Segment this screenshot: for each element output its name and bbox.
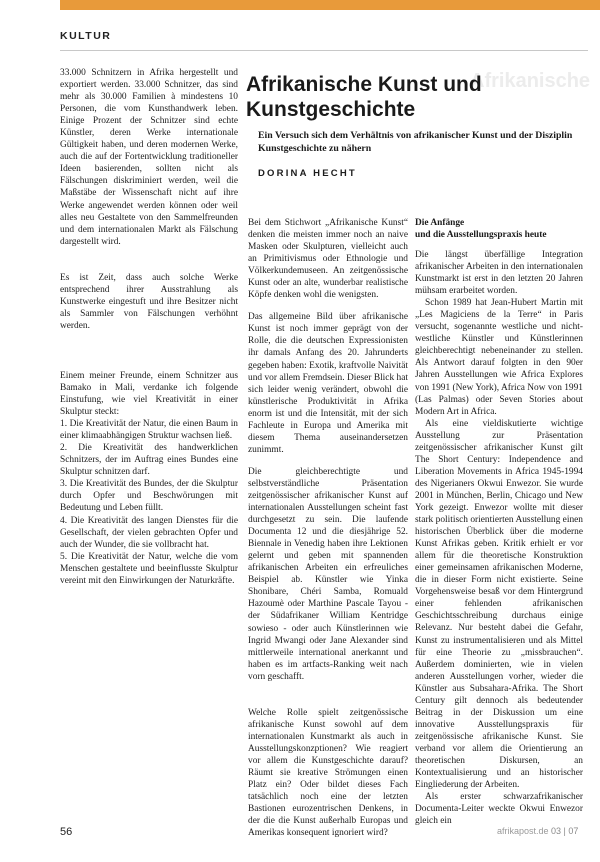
ghost-title-watermark: Afrikanische [470,70,591,92]
left-paragraph: Es ist Zeit, dass auch solche Werke entsprechend ihrer Ausstrahlung als Kunstwerke eingestuft und ihre Besitzer nicht als Sammler von Fälschungen verhöhnt werden. [60,272,238,331]
list-item: 5. Die Kreativität der Natur, welche die vom Menschen gestaltete und beeinflusste Skulptur vereint mit den Einwirkungen der Naturkräfte. [60,551,238,586]
list-item: 2. Die Kreativität des handwerklichen Schnitzers, der im Auftrag eines Bundes eine Skulptur schnitzen darf. [60,443,238,478]
subsection-heading-main: Die Anfänge [415,218,465,228]
section-divider [60,50,588,51]
right-paragraph: Die längst überfällige Integration afrikanischer Arbeiten in den internationalen Kunstmarkt ist erst in den letzten 20 Jahren mühsam erarbeitet worden. [415,250,583,297]
article-author: DORINA HECHT [258,168,357,179]
left-paragraph: 33.000 Schnitzern in Afrika hergestellt und exportiert werden. 33.000 Schnitzer, das sind mehr als 30.000 Familien à mindestens 10 Personen, die vom Kunsthandwerk leben. Einige Prozent der Schnitzer sind echte Künstler, deren Werke internationale Gültigkeit haben, und deren modernen Werke, auch die auf der Fortentwicklung traditioneller Ideen basierenden, sollten nicht als Fälschungen diskriminiert werden, weil die Maßstäbe der Wissenschaft nicht auf ihre Werke angewendet werden können oder weil alles neu Gestaltete von den Sammelfreunden und dem internationalen Markt als Fälschung dargestellt wird. [60,68,238,247]
subsection-heading-sub: und die Ausstellungspraxis heute [415,230,547,240]
mid-paragraph: Welche Rolle spielt zeitgenössische afrikanische Kunst sowohl auf dem internationalen Kunstmarkt als auch in Ausstellungskonzptionen? Wie reagiert vor allem die Kunstgeschichte darauf? Räumt sie kreative Strömungen einen Platz ein? Oder bildet dieses Fach tatsächlich noch eine der letzten Bastionen eurozentrischen Denkens, in der die die Kunst außerhalb Europas und Amerikas konsequent ignoriert wird? [248,707,408,839]
subsection-heading [415,217,583,241]
mid-paragraph: Das allgemeine Bild über afrikanische Kunst ist noch immer geprägt von der Rolle, die die deutschen Expressionisten ihr damals Anfang des 20. Jahrunderts gegeben haben: Exotik, kraftvolle Naivität und vor allem Fremdsein. Dieser Blick hat sich leider wenig verändert, obwohl die künstlerische Produktivität in Afrika enorm ist und die Intensität, mit der sich Fachleute in Europa und Amerika mit diesem Thema auseinandersetzen zunimmt. [248,312,408,455]
right-paragraph: Schon 1989 hat Jean-Hubert Martin mit „Les Magiciens de la Terre“ in Paris versucht, sogenannte westliche und nicht-westliche Künstler und Künstlerinnen gleichberechtigt nebeneinander zu stellen. Als Antwort darauf folgten in den 90er Jahren Ausstellungen wie Africa Explores von 1991 (New York), Africa Now von 1991 (Las Palmas) oder Seven Stories about Modern Art in Africa. [415,298,583,417]
right-column [415,217,583,827]
left-column [60,67,238,587]
article-title: Afrikanische Kunst und Kunstgeschichte [246,73,482,121]
left-paragraph: Einem meiner Freunde, einem Schnitzer aus Bamako in Mali, verdanke ich folgende Einstufung, wie viel Kreativität in einer Skulptur steckt: [60,370,238,418]
right-paragraph: Als eine vieldiskutierte wichtige Ausstellung zur Präsentation zeitgenössischer afrikanischer Kunst gilt The Short Century: Independence and Liberation Movements in Africa 1945-1994 des Nigerianers Okwui Enwezor. Sie wurde 2001 in München, Berlin, Chicago und New York gezeigt. Enwezor wollte mit dieser stark politisch orientierten Ausstellung einen historischen Überblick über die moderne Kunst Afrikas geben. Kritik erhielt er vor allem für die theoretische Konstruktion einer gemeinsamen afrikanischen Moderne, die in dieser Form nicht existierte. Seine Vorgehensweise besaß vor dem Hintergrund einer fehlenden afrikanischen Geschichtsschreibung durchaus einige Relevanz. Nur besteht dabei die Gefahr, Kunst zu instrumentalisieren und als Mittel für eine Theorie zu „missbrauchen“. Außerdem dominierten, wie in vielen anderen Ausstellungen vorher, wieder die Künstler aus Subsahara-Afrika. The Short Century gilt dennoch als bedeutender Beitrag in der Diskussion um eine innovative Ausstellungspraxis für zeitgenössische afrikanische Kunst. Sie verband vor allem die Orientierung an theoretischen Diskursen, an Kontextualisierung und an historischer Eingliederung der Arbeiten. [415,418,583,791]
list-item: 4. Die Kreativität des langen Dienstes für die Gesellschaft, der vielen gebrachten Opfer und auch der Wunder, die sie vollbracht hat. [60,515,238,550]
article-subtitle: Ein Versuch sich dem Verhältnis von afrikanischer Kunst und der Disziplin Kunstgeschichte zu nähern [258,130,573,154]
right-paragraph: Als erster schwarzafrikanischer Documenta-Leiter weckte Okwui Enwezor gleich ein [415,792,583,827]
section-label: KULTUR [60,30,112,42]
middle-column [248,217,408,839]
mid-paragraph: Die gleichberechtigte und selbstverständliche Präsentation zeitgenössischer afrikanischer Kunst auf internationalen Ausstellungen scheint fast durchgesetzt zu sein. Die laufende Documenta 12 und die diesjährige 52. Biennale in Venedig haben ihre Lektionen gelernt und geben mit spannenden afrikanischen Arbeiten ein erfreuliches Beispiel ab. Künstler wie Yinka Shonibare, Chéri Samba, Romuald Hazoumè oder Marthine Pascale Tayou - der Südafrikaner William Kentridge sowieso - oder auch Künstlerinnen wie Ingrid Mwangi oder Jane Alexander sind mittlerweile international anerkannt und haben es im artfacts-Ranking weit nach vorn geschafft. [248,466,408,682]
list-item: 3. Die Kreativität des Bundes, der die Skulptur durch Opfer und Beschwörungen mit Bedeutung und Leben füllt. [60,479,238,514]
issue-number: 03 | 07 [551,826,579,836]
page-number: 56 [60,826,73,838]
publication-domain: afrikapost.de [497,826,549,836]
footer-publication [497,826,578,836]
list-item: 1. Die Kreativität der Natur, die einen Baum in einer klimaabhängigen Struktur wachsen ließ. [60,419,238,442]
top-accent-bar [60,0,600,10]
mid-paragraph: Bei dem Stichwort „Afrikanische Kunst“ denken die meisten immer noch an naive Masken oder Skulpturen, vielleicht auch an Primitivismus oder Ethnologie und Völkerkundemuseen. An zeitgenössische Kunst oder an alte, wunderbar realistische Köpfe denken wohl die wenigsten. [248,218,408,301]
